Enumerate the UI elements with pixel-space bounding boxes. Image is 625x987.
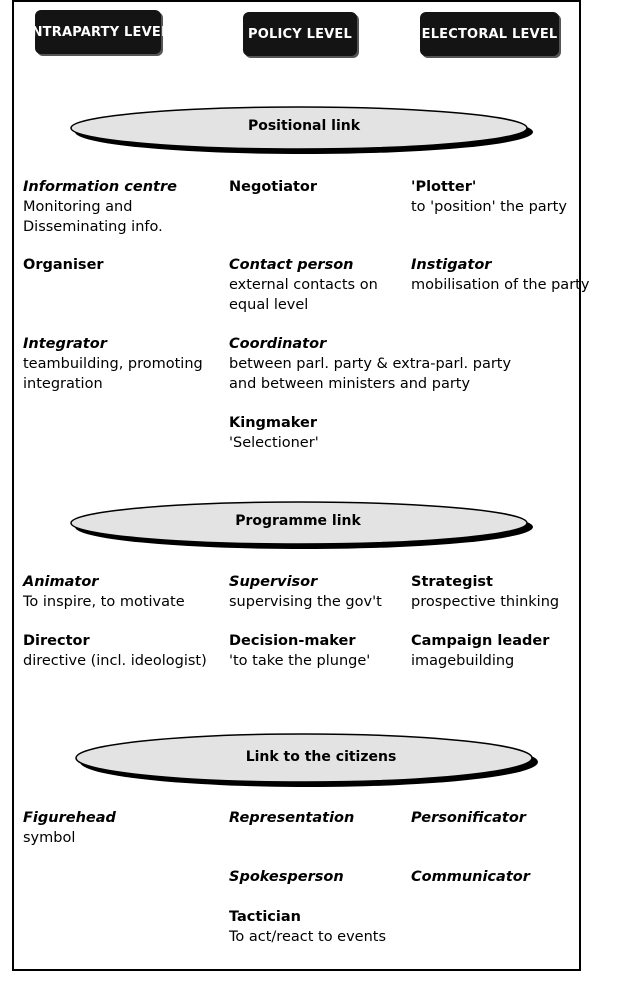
role-title: Supervisor [229,574,318,590]
role-strategist [411,572,559,612]
role-negotiator [229,177,317,197]
intraparty-level-label: INTRAPARTY LEVEL [26,24,170,40]
role-desc: external contacts on [229,277,378,293]
role-representation [229,808,354,828]
role-desc: prospective thinking [411,594,560,610]
role-desc: equal level [229,297,309,313]
intraparty-level-header [26,10,170,54]
role-title: Kingmaker [229,415,318,431]
role-title: Information centre [23,179,177,195]
role-title: Representation [229,810,355,826]
role-title: Contact person [229,257,354,273]
role-title: Spokesperson [229,869,344,885]
role-title: Negotiator [229,179,318,195]
role-title: Coordinator [229,336,327,352]
electoral-level-header [420,12,559,56]
policy-level-header [243,12,357,56]
role-desc: between parl. party & extra-parl. party [229,356,512,372]
role-integrator [23,334,203,394]
role-title: Integrator [23,336,107,352]
positional-link-label: Positional link [247,118,361,134]
programme-link-ellipse [0,499,608,555]
role-desc: Monitoring and [23,199,133,215]
role-desc: integration [23,376,103,392]
role-campaign-leader [411,631,549,671]
role-desc: mobilisation of the party [411,277,590,293]
role-title: Organiser [23,257,104,273]
role-title: Campaign leader [411,633,550,649]
role-decision-maker [229,631,370,671]
role-coordinator [229,334,511,394]
role-personificator [411,808,526,828]
citizens-link-ellipse [0,731,608,791]
citizens-link-label: Link to the citizens [245,749,397,765]
role-communicator [411,867,530,887]
role-information-centre [23,177,177,237]
role-title: Decision-maker [229,633,356,649]
role-desc: teambuilding, promoting [23,356,203,372]
role-desc: Disseminating info. [23,219,163,235]
role-animator [23,572,185,612]
role-organiser [23,255,104,275]
role-title: Director [23,633,90,649]
role-title: 'Plotter' [411,179,477,195]
role-desc: imagebuilding [411,653,515,669]
role-director [23,631,207,671]
role-title: Tactician [229,909,301,925]
role-title: Personificator [411,810,526,826]
role-figurehead [23,808,116,848]
role-contact-person [229,255,378,315]
role-title: Animator [23,574,99,590]
programme-link-label: Programme link [235,513,361,529]
role-kingmaker [229,413,319,453]
role-desc: and between ministers and party [229,376,471,392]
role-desc: to 'position' the party [411,199,567,215]
role-plotter [411,177,567,217]
role-desc: 'Selectioner' [229,435,319,451]
role-desc: directive (incl. ideologist) [23,653,207,669]
role-desc: supervising the gov't [229,594,382,610]
role-title: Strategist [411,574,493,590]
role-desc: 'to take the plunge' [229,653,371,669]
electoral-level-label: ELECTORAL LEVEL [421,26,558,42]
role-desc: To inspire, to motivate [23,594,185,610]
role-spokesperson [229,867,344,887]
role-title: Communicator [411,869,530,885]
role-title: Figurehead [23,810,116,826]
role-supervisor [229,572,382,612]
role-tactician [229,907,386,947]
role-title: Instigator [411,257,492,273]
role-desc: symbol [23,830,76,846]
policy-level-label: POLICY LEVEL [248,26,352,42]
role-instigator [411,255,589,295]
positional-link-ellipse [0,104,608,160]
role-desc: To act/react to events [229,929,387,945]
